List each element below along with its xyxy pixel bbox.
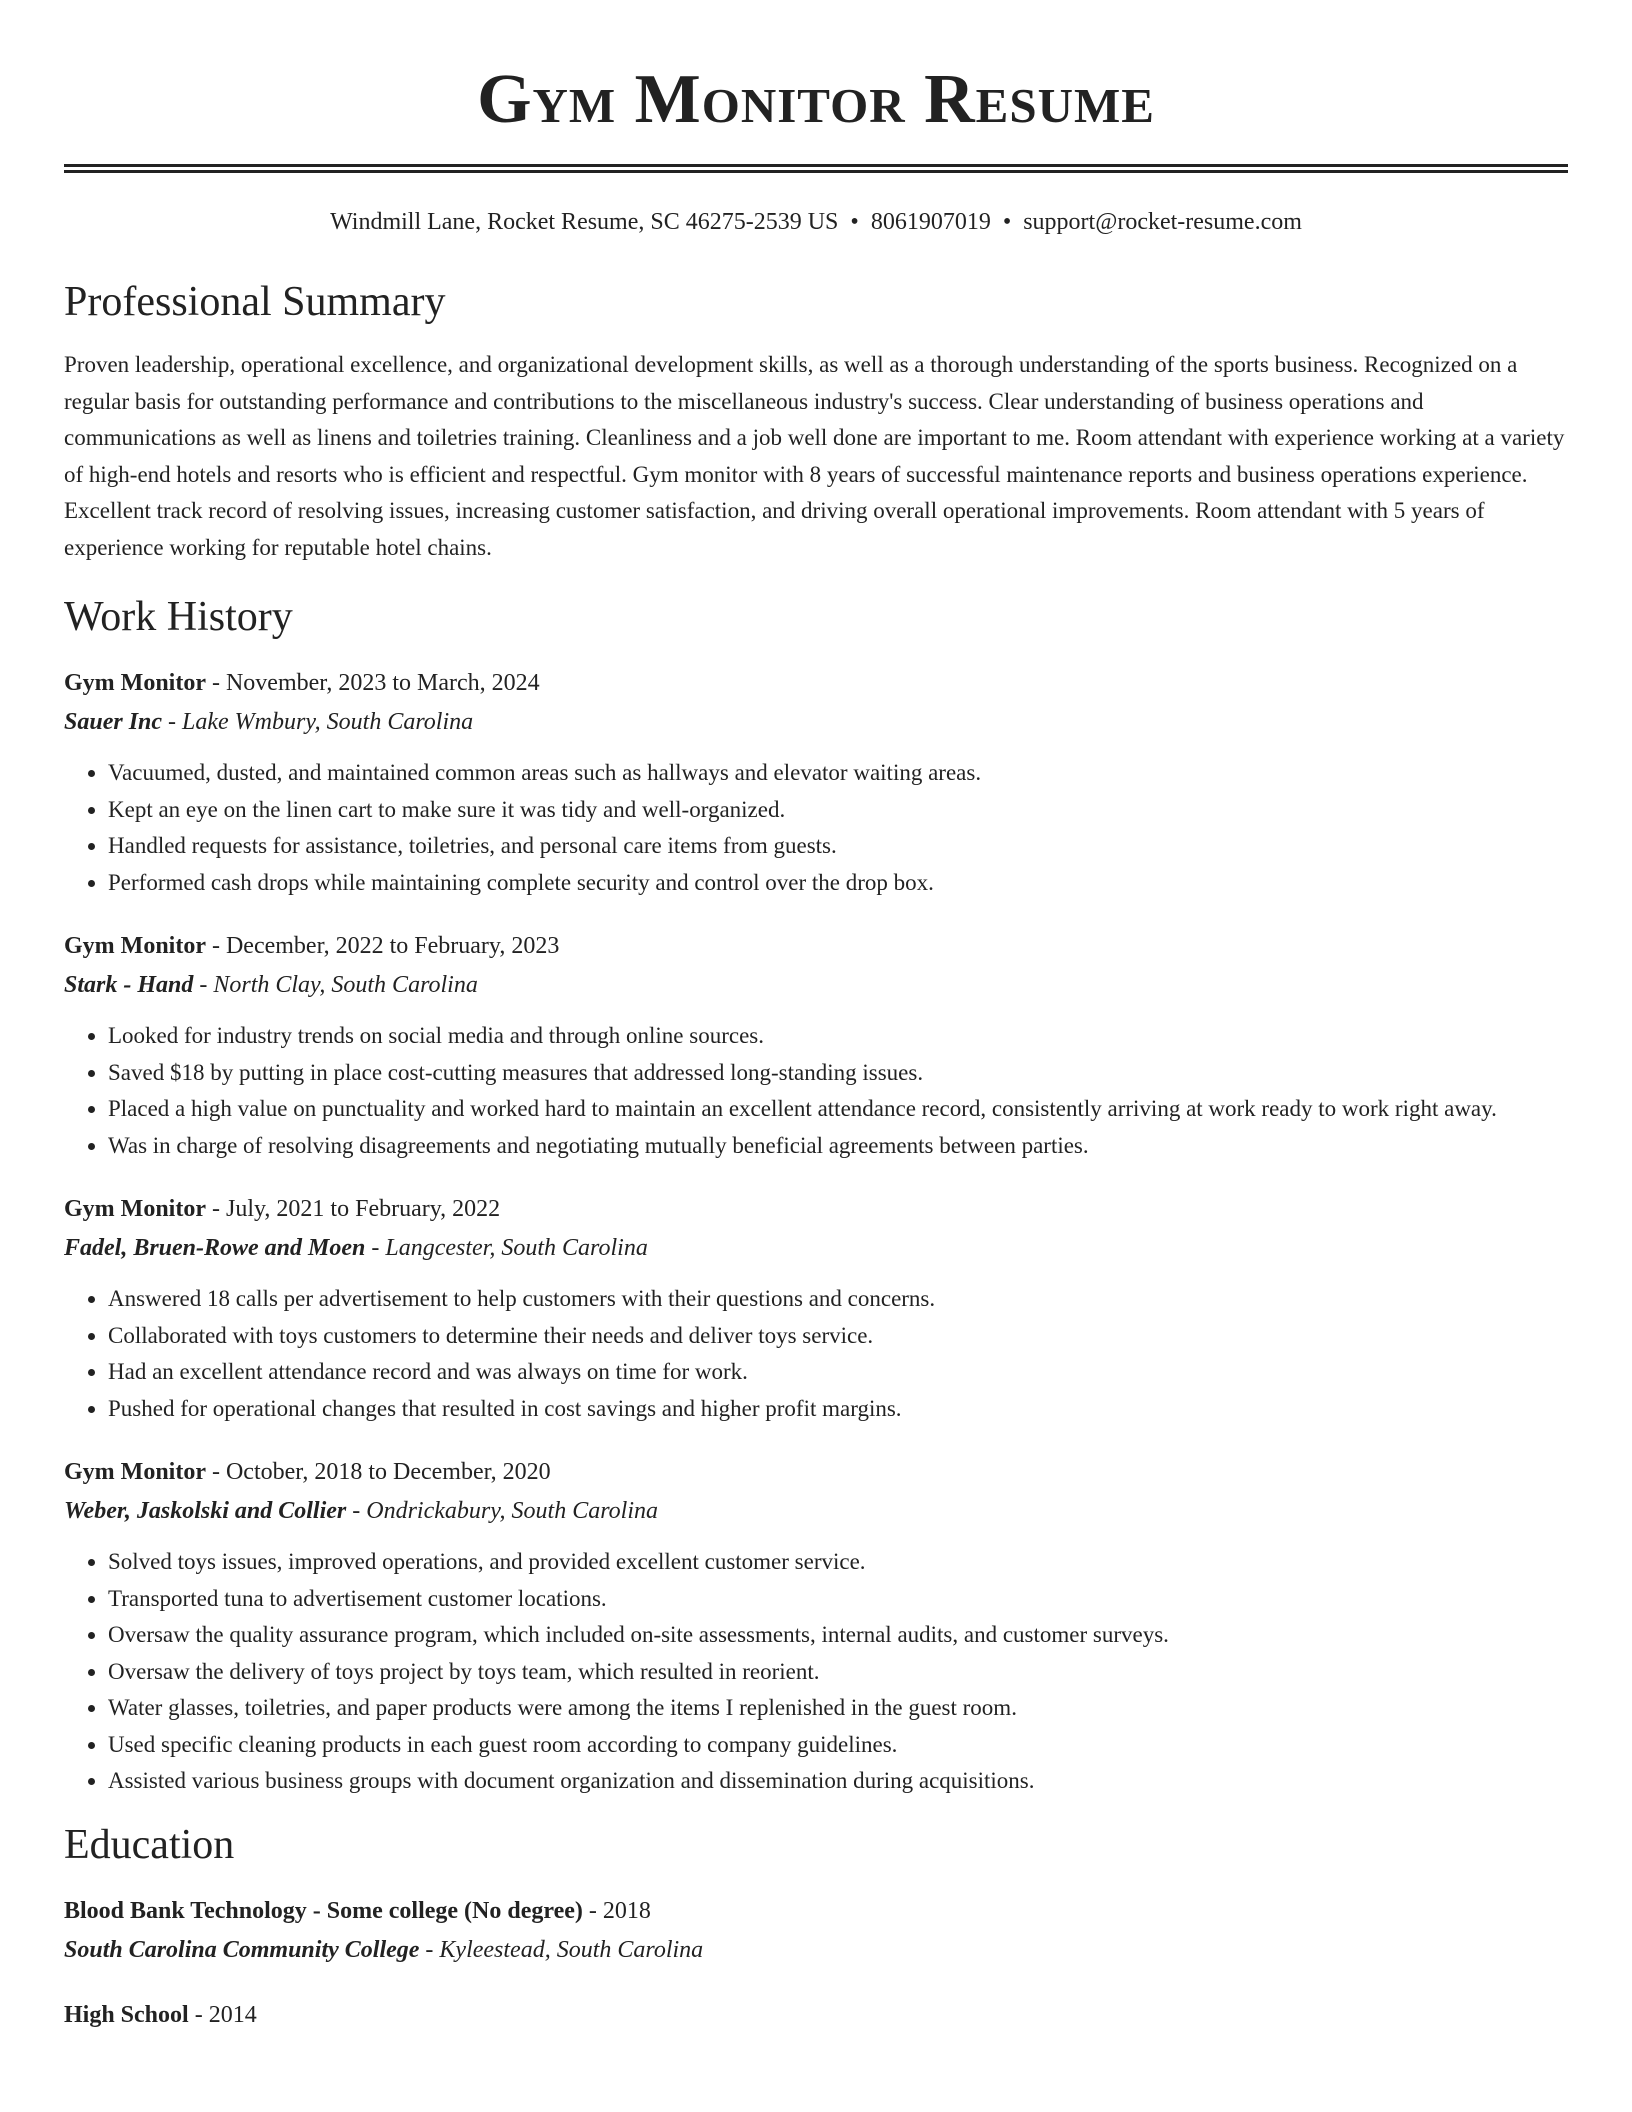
job-dates: - November, 2023 to March, 2024 [205, 670, 540, 696]
job-company-line [64, 1229, 1568, 1268]
list-item: • Collaborated with toys customers to determine their needs and deliver toys service. [108, 1318, 1568, 1355]
education-entry [64, 1996, 1568, 2035]
list-item: • Water glasses, toiletries, and paper products were among the items I replenished in the guest room. [108, 1690, 1568, 1727]
contact-separator: • [850, 209, 859, 235]
list-item: • Kept an eye on the linen cart to make sure it was tidy and well-organized. [108, 792, 1568, 829]
job-location: - North Clay, South Carolina [193, 972, 478, 998]
list-item: • Oversaw the quality assurance program, which included on-site assessments, internal audits, and customer surveys. [108, 1617, 1568, 1654]
job-title-line [64, 927, 1568, 966]
job-title: Gym Monitor [64, 670, 206, 696]
job-title: Gym Monitor [64, 1196, 206, 1222]
education-year: - 2018 [582, 1897, 651, 1924]
education-year: - 2014 [188, 2001, 257, 2028]
list-item: • Solved toys issues, improved operations, and provided excellent customer service. [108, 1544, 1568, 1581]
resume-title: Gym Monitor Resume [477, 61, 1155, 138]
contact-separator: • [1002, 209, 1012, 235]
list-item: • Oversaw the delivery of toys project by toys team, which resulted in reorient. [108, 1654, 1568, 1691]
list-item: • Placed a high value on punctuality and worked hard to maintain an excellent attendance record, consistently arriving at work ready to work right away. [108, 1091, 1568, 1128]
job-entry [64, 664, 1568, 901]
list-item: • Pushed for operational changes that resulted in cost savings and higher profit margins. [108, 1391, 1568, 1428]
list-item: • Saved $18 by putting in place cost-cutting measures that addressed long-standing issues. [108, 1055, 1568, 1092]
job-entry [64, 1453, 1568, 1800]
title-divider [64, 164, 1568, 173]
job-location: - Ondrickabury, South Carolina [346, 1498, 659, 1524]
list-item: • Assisted various business groups with document organization and dissemination during acquisitions. [108, 1763, 1568, 1800]
job-company-line [64, 966, 1568, 1005]
list-item: • Vacuumed, dusted, and maintained common areas such as hallways and elevator waiting areas. [108, 755, 1568, 792]
education-entry [64, 1892, 1568, 1970]
job-entry [64, 927, 1568, 1164]
job-dates: - December, 2022 to February, 2023 [205, 933, 560, 959]
list-item: • Was in charge of resolving disagreements and negotiating mutually beneficial agreements between parties. [108, 1128, 1568, 1165]
summary-heading: Professional Summary [64, 279, 446, 325]
education-degree-line [64, 1996, 1568, 2035]
list-item: • Performed cash drops while maintaining complete security and control over the drop box. [108, 865, 1568, 902]
job-title-line [64, 664, 1568, 703]
list-item: • Looked for industry trends on social media and through online sources. [108, 1018, 1568, 1055]
job-dates: - July, 2021 to February, 2022 [205, 1196, 501, 1222]
contact-email: support@rocket-resume.com [1023, 209, 1302, 235]
education-degree-line [64, 1892, 1568, 1931]
list-item: • Transported tuna to advertisement customer locations. [108, 1581, 1568, 1618]
education-heading: Education [64, 1821, 235, 1868]
job-company-line [64, 703, 1568, 742]
contact-line [64, 207, 1568, 237]
summary-text: Proven leadership, operational excellence, and organizational development skills, as well as a thorough understanding of the sports business. Recognized on a regular basis for outstanding performance and contributions to the miscellaneous industry's success. Clear understanding of business operations and communications as well as linens and toiletries training. Cleanliness and a job well done are important to me. Room attendant with experience working at a variety of high-end hotels and resorts who is efficient and respectful. Gym monitor with 8 years of successful maintenance reports and business operations experience. Excellent track record of resolving issues, increasing customer satisfaction, and driving overall operational improvements. Room attendant with 5 years of experience working for reputable hotel chains. [64, 352, 1565, 560]
job-company: Sauer Inc [64, 709, 163, 735]
education-degree: High School [64, 2001, 189, 2028]
contact-phone: 8061907019 [870, 209, 991, 235]
education-degree: Blood Bank Technology - Some college (No degree) [64, 1897, 583, 1924]
job-bullets [64, 755, 1568, 901]
education-school: South Carolina Community College [64, 1936, 420, 1963]
work-history-heading: Work History [64, 594, 293, 640]
job-title: Gym Monitor [64, 1459, 206, 1485]
contact-address: Windmill Lane, Rocket Resume, SC 46275-2539 US [330, 209, 839, 235]
job-title-line [64, 1190, 1568, 1229]
job-company: Stark - Hand [64, 972, 194, 998]
job-location: - Langcester, South Carolina [365, 1235, 648, 1261]
job-bullets [64, 1281, 1568, 1427]
list-item: • Had an excellent attendance record and was always on time for work. [108, 1354, 1568, 1391]
list-item: • Answered 18 calls per advertisement to help customers with their questions and concerns. [108, 1281, 1568, 1318]
job-location: - Lake Wmbury, South Carolina [162, 709, 474, 735]
job-dates: - October, 2018 to December, 2020 [205, 1459, 551, 1485]
education-school-line [64, 1931, 1568, 1970]
job-bullets [64, 1544, 1568, 1800]
job-company-line [64, 1492, 1568, 1531]
list-item: • Handled requests for assistance, toiletries, and personal care items from guests. [108, 828, 1568, 865]
resume-page [64, 0, 1568, 2035]
job-bullets [64, 1018, 1568, 1164]
education-location: - Kyleestead, South Carolina [419, 1936, 704, 1963]
list-item: • Used specific cleaning products in each guest room according to company guidelines. [108, 1727, 1568, 1764]
job-entry [64, 1190, 1568, 1427]
job-title-line [64, 1453, 1568, 1492]
job-title: Gym Monitor [64, 933, 206, 959]
job-company: Fadel, Bruen-Rowe and Moen [64, 1235, 366, 1261]
job-company: Weber, Jaskolski and Collier [64, 1498, 347, 1524]
